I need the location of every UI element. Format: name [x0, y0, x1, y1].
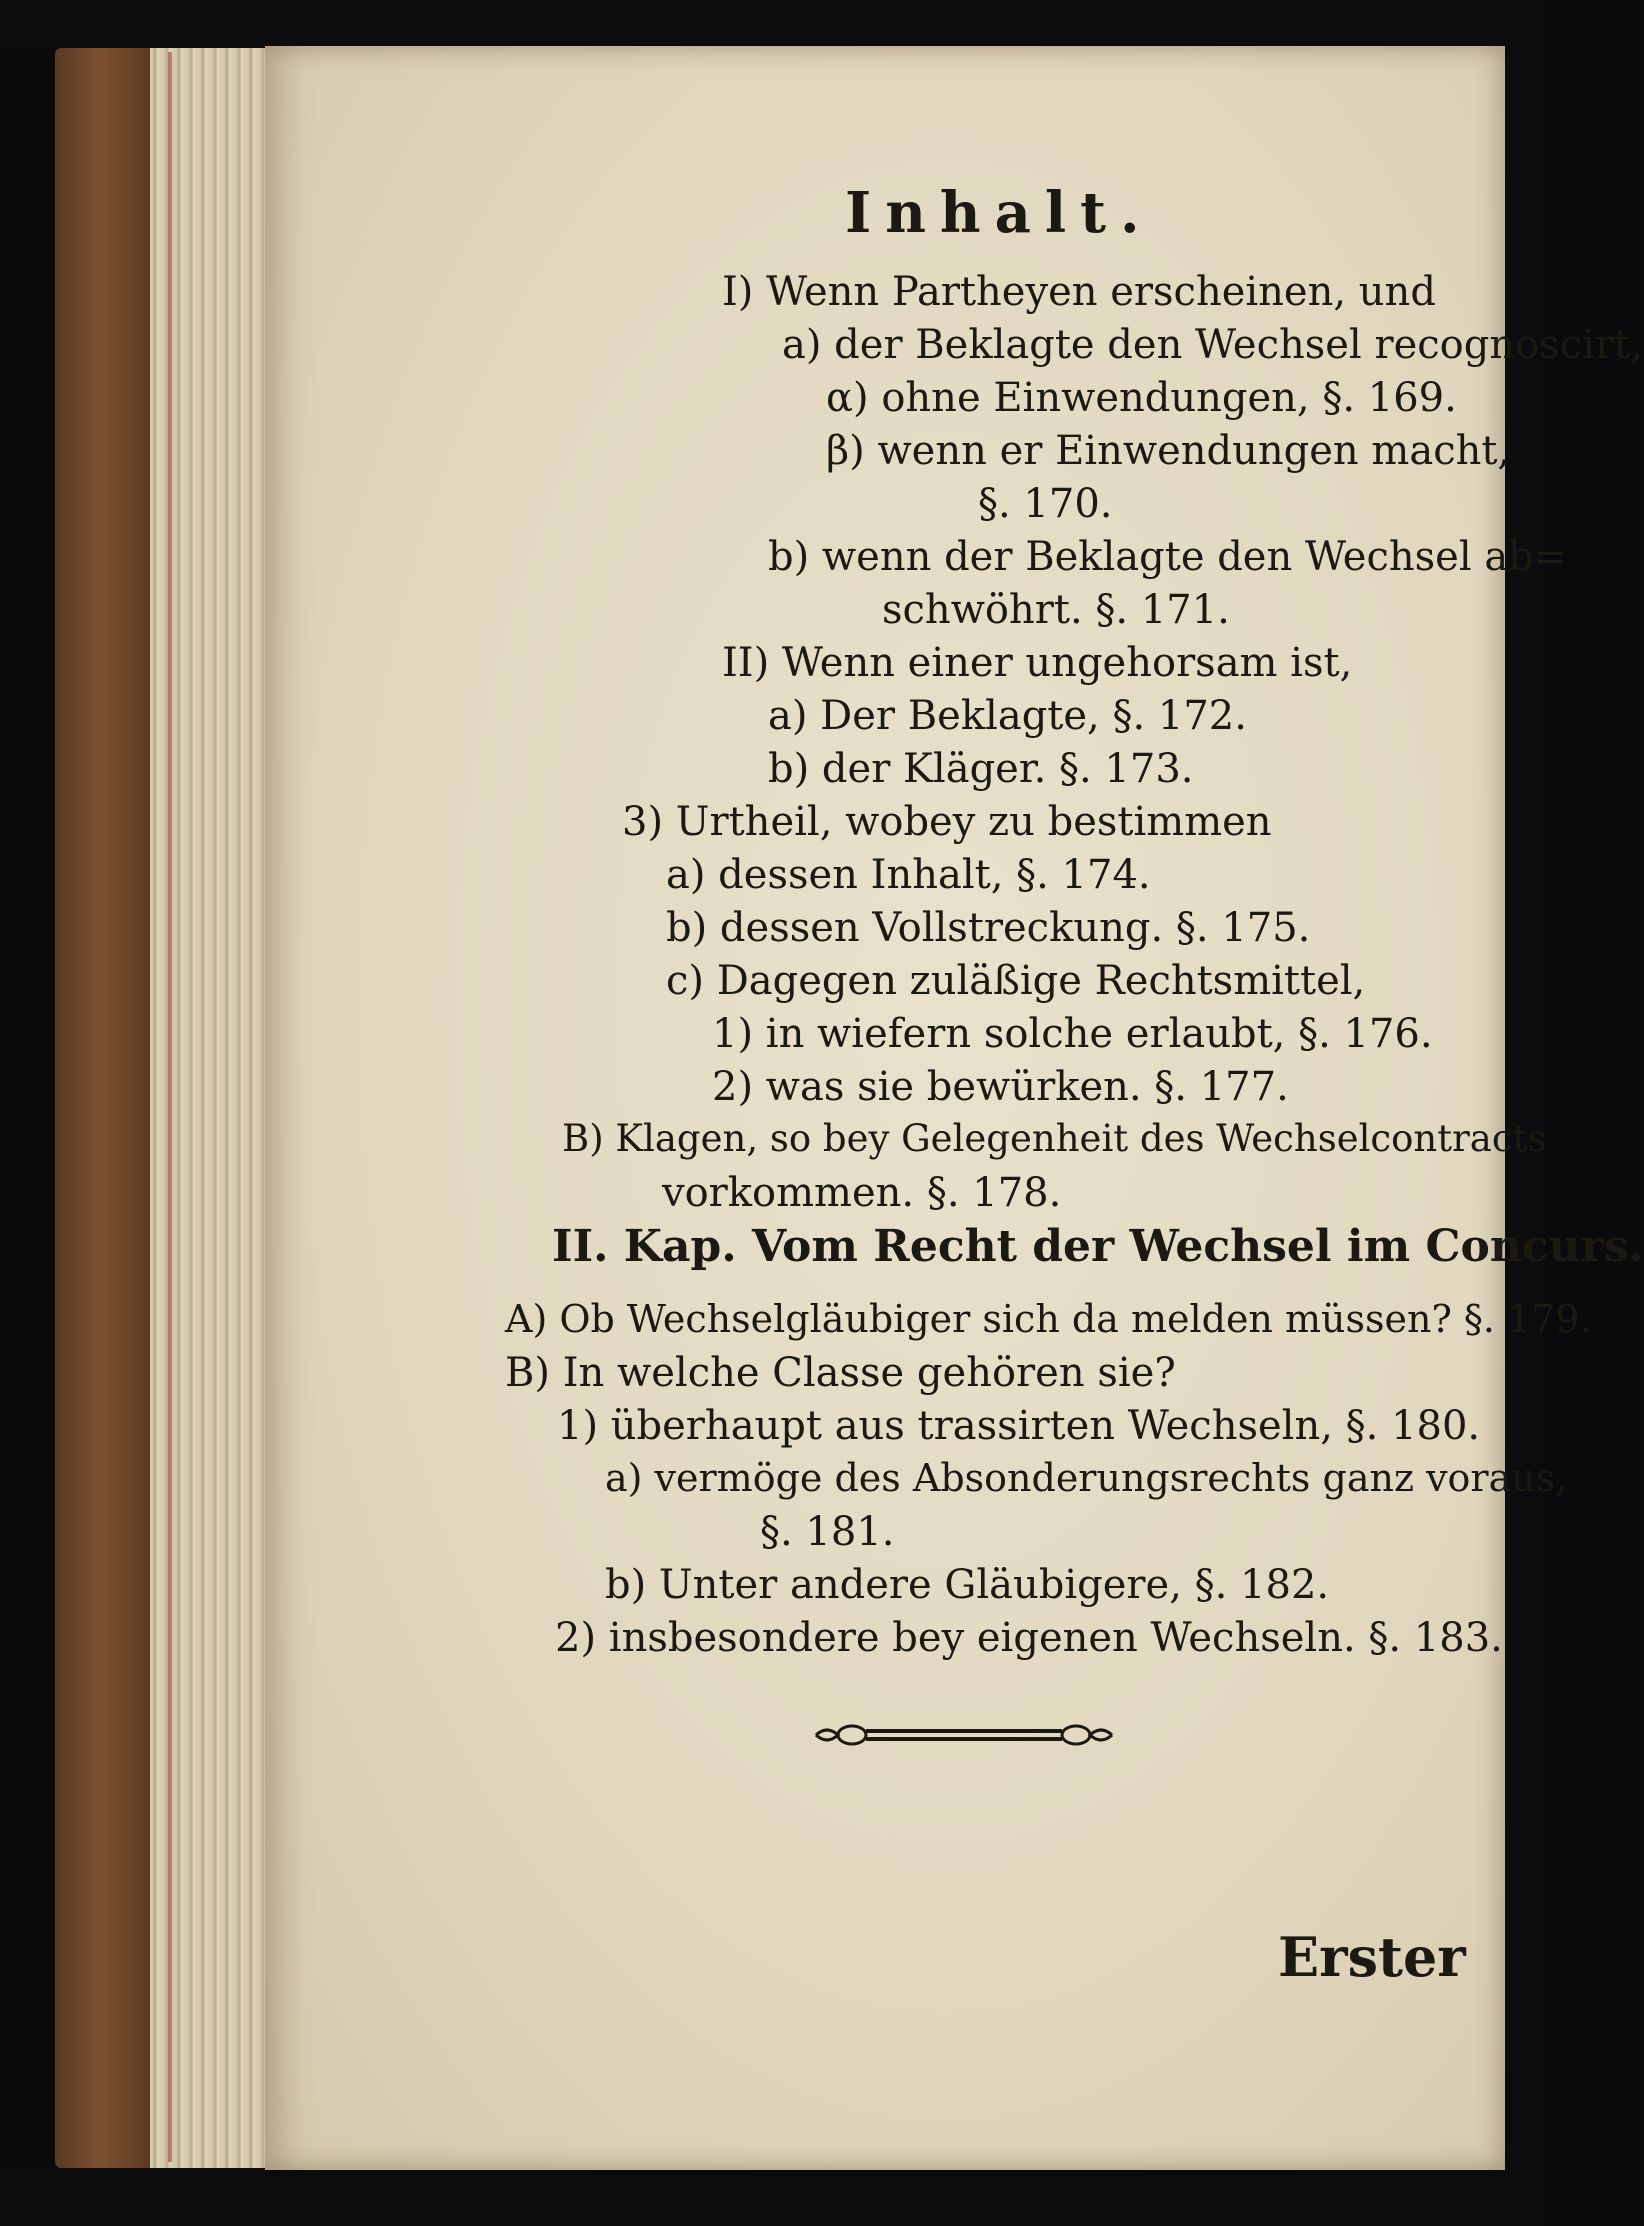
chapter-line: b) Unter andere Gläubigere, §. 182.: [605, 1562, 1330, 1608]
page-title: Inhalt.: [845, 180, 1154, 246]
toc-line: schwöhrt. §. 171.: [882, 587, 1230, 633]
toc-line: b) wenn der Beklagte den Wechsel ab=: [768, 534, 1568, 580]
toc-line: c) Dagegen zuläßige Rechtsmittel,: [666, 958, 1366, 1004]
chapter-heading: II. Kap. Vom Recht der Wechsel im Concurs.: [552, 1221, 1644, 1272]
background-frame-top: [0, 0, 1544, 48]
toc-line: α) ohne Einwendungen, §. 169.: [826, 375, 1457, 421]
toc-line: §. 170.: [978, 481, 1113, 527]
toc-line: b) dessen Vollstreckung. §. 175.: [666, 905, 1311, 951]
toc-line: 2) was sie bewürken. §. 177.: [712, 1064, 1289, 1110]
toc-line: a) dessen Inhalt, §. 174.: [666, 852, 1151, 898]
toc-line: 1) in wiefern solche erlaubt, §. 176.: [712, 1011, 1433, 1057]
toc-line: I) Wenn Partheyen erscheinen, und: [722, 269, 1436, 315]
book-cover-leather: [55, 48, 165, 2168]
toc-line: II) Wenn einer ungehorsam ist,: [722, 640, 1353, 686]
chapter-line: B) In welche Classe gehören sie?: [505, 1350, 1176, 1396]
chapter-line: 1) überhaupt aus trassirten Wechseln, §. 180.: [557, 1403, 1481, 1449]
toc-line: a) der Beklagte den Wechsel recognoscirt,: [782, 322, 1643, 368]
background-frame-bottom: [0, 2166, 1544, 2226]
ornament-divider: [812, 1715, 1116, 1755]
chapter-line: A) Ob Wechselgläubiger sich da melden müssen? §. 179.: [505, 1297, 1592, 1341]
catchword: Erster: [1278, 1925, 1466, 1989]
toc-line: vorkommen. §. 178.: [662, 1170, 1062, 1216]
chapter-line: §. 181.: [760, 1509, 895, 1555]
toc-line: B) Klagen, so bey Gelegenheit des Wechselcontracts: [562, 1117, 1547, 1160]
chapter-line: a) vermöge des Absonderungsrechts ganz voraus,: [605, 1456, 1568, 1500]
toc-line: b) der Kläger. §. 173.: [768, 746, 1194, 792]
toc-line: 3) Urtheil, wobey zu bestimmen: [622, 799, 1272, 845]
toc-line: a) Der Beklagte, §. 172.: [768, 693, 1247, 739]
page-edge-red-stain: [168, 52, 172, 2162]
toc-line: β) wenn er Einwendungen macht,: [826, 428, 1511, 474]
chapter-line: 2) insbesondere bey eigenen Wechseln. §. 183.: [555, 1615, 1503, 1661]
